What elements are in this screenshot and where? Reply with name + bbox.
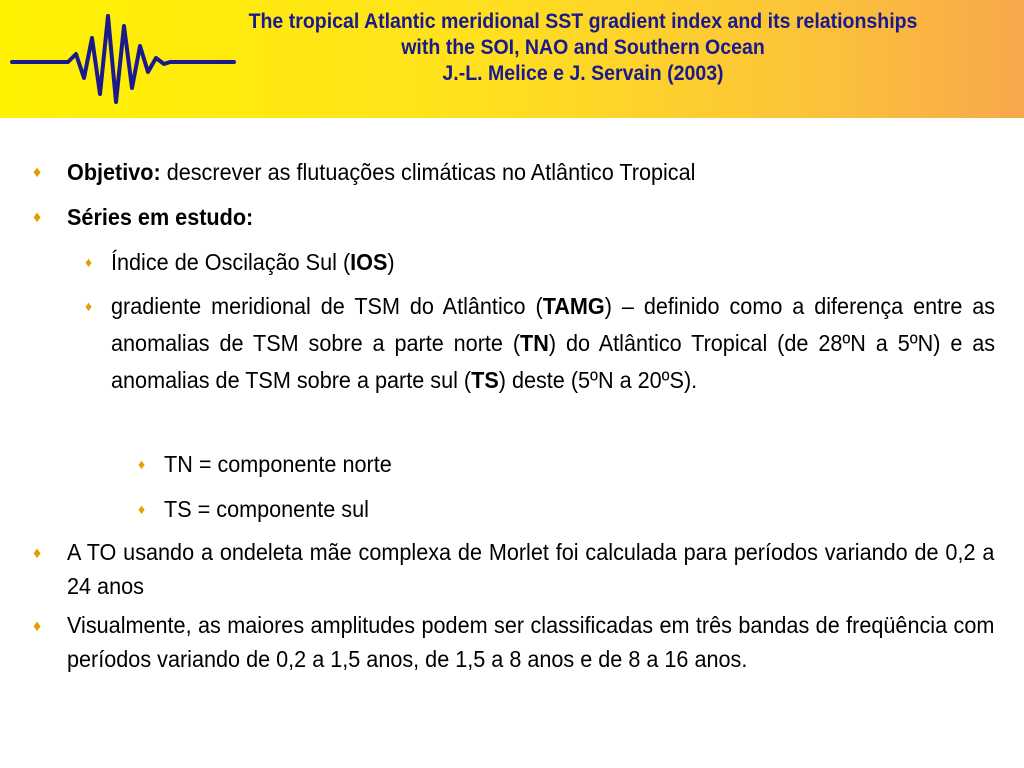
header-banner xyxy=(0,0,1024,118)
ts-item-text: TS = componente sul xyxy=(164,496,369,522)
diamond-bullet-icon: ♦ xyxy=(33,545,42,562)
diamond-bullet-icon: ♦ xyxy=(85,298,93,314)
to-text: A TO usando a ondeleta mãe complexa de Morlet foi calculada para períodos variando de 0,2 a 24 anos xyxy=(67,539,995,599)
slide-title xyxy=(206,9,959,87)
list-item-tn xyxy=(138,446,994,483)
title-line-2: with the SOI, NAO and Southern Ocean xyxy=(401,36,765,59)
ios-text-post: ) xyxy=(387,249,395,275)
tn-abbrev: TN xyxy=(520,330,549,356)
diamond-bullet-icon: ♦ xyxy=(33,618,42,635)
ios-abbrev: IOS xyxy=(350,249,388,275)
title-line-1: The tropical Atlantic meridional SST gradient index and its relationships xyxy=(248,10,918,33)
tamg-text-mid2: ) do Atlântico Tropical (de 28ºN a 5ºN) e as anomalias de TSM sobre a parte sul ( xyxy=(111,330,996,393)
tamg-text-post: ) deste (5ºN a 20ºS). xyxy=(498,367,698,393)
visual-text: Visualmente, as maiores amplitudes podem ser classificadas em três bandas de freqüência com períodos variando de 0,2 a 1,5 anos, de 1,5 a 8 anos e de 8 a 16 anos. xyxy=(67,612,995,672)
tamg-abbrev: TAMG xyxy=(542,293,605,319)
list-item-tamg xyxy=(85,288,996,399)
series-label: Séries em estudo: xyxy=(67,204,254,230)
tn-item-text: TN = componente norte xyxy=(164,451,392,477)
diamond-bullet-icon: ♦ xyxy=(138,456,146,472)
diamond-bullet-icon: ♦ xyxy=(138,501,146,517)
objetivo-label: Objetivo: xyxy=(67,159,161,185)
tamg-text-pre: gradiente meridional de TSM do Atlântico ( xyxy=(111,293,543,319)
diamond-bullet-icon: ♦ xyxy=(33,209,42,226)
objetivo-text: descrever as flutuações climáticas no Atlântico Tropical xyxy=(160,159,696,185)
list-item-ts xyxy=(138,491,994,528)
diamond-bullet-icon: ♦ xyxy=(85,254,93,270)
title-line-3: J.-L. Melice e J. Servain (2003) xyxy=(442,62,724,85)
list-item-ios xyxy=(85,244,995,281)
tamg-text-mid1: ) – definido como a diferença entre as anomalias de TSM sobre a parte norte ( xyxy=(111,293,996,356)
list-item-to xyxy=(33,535,995,603)
ios-text-pre: Índice de Oscilação Sul ( xyxy=(111,249,351,275)
list-item-objetivo xyxy=(33,154,997,191)
list-item-series xyxy=(33,199,997,236)
ts-abbrev: TS xyxy=(471,367,499,393)
diamond-bullet-icon: ♦ xyxy=(33,164,42,181)
list-item-visual xyxy=(33,608,995,676)
